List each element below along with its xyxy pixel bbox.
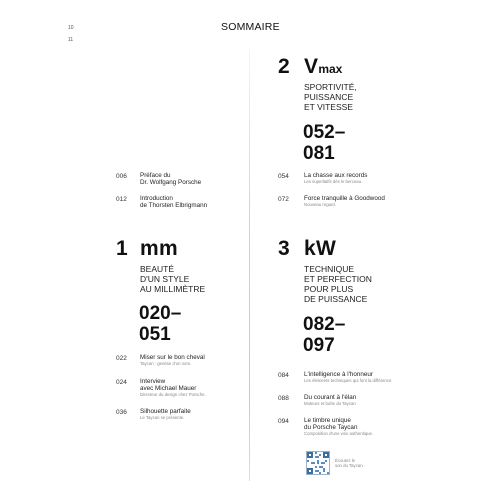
- chapter-2-heading: SPORTIVITÉ, PUISSANCE ET VITESSE: [304, 82, 357, 112]
- page-number-right: 11: [68, 37, 74, 43]
- toc-entry-preface[interactable]: Préface du Dr. Wolfgang Porsche: [140, 172, 202, 187]
- chapter-3-page-range: 082– 097: [303, 314, 346, 356]
- chapter-1-heading: BEAUTÉ D'UN STYLE AU MILLIMÈTRE: [140, 264, 206, 294]
- toc-num-088: 088: [278, 395, 289, 402]
- toc-entry-intelligence[interactable]: L'intelligence à l'honneur Les éléments techniques qui font la différence.: [304, 371, 393, 384]
- toc-num-006: 006: [116, 173, 127, 180]
- chapter-3-number: 3: [278, 237, 290, 260]
- toc-num-024: 024: [116, 379, 127, 386]
- center-divider: [249, 50, 250, 481]
- toc-num-022: 022: [116, 355, 127, 362]
- toc-entry-interview[interactable]: Interview avec Michael Mauer Directeur du design chez Porsche.: [140, 378, 206, 398]
- chapter-3-heading: TECHNIQUE ET PERFECTION POUR PLUS DE PUISSANCE: [304, 264, 372, 304]
- chapter-2-unit: Vmax: [304, 55, 343, 78]
- toc-entry-goodwood[interactable]: Force tranquille à Goodwood Nouveau regard.: [304, 195, 385, 208]
- toc-entry-miser[interactable]: Miser sur le bon cheval Taycan : genèse d'un nom.: [140, 354, 205, 367]
- chapter-1-number: 1: [116, 237, 128, 260]
- toc-num-072: 072: [278, 196, 289, 203]
- toc-entry-timbre[interactable]: Le timbre unique du Porsche Taycan Composition d'une voix authentique.: [304, 417, 374, 437]
- chapter-1-page-range: 020– 051: [139, 303, 182, 345]
- toc-entry-silhouette[interactable]: Silhouette parfaite Le Taycan se présente.: [140, 408, 191, 421]
- qr-code-icon[interactable]: [306, 451, 330, 475]
- chapter-2-number: 2: [278, 55, 290, 78]
- chapter-2-page-range: 052– 081: [303, 122, 346, 164]
- toc-num-084: 084: [278, 372, 289, 379]
- toc-entry-chasse[interactable]: La chasse aux records Les superlatifs dès le berceau.: [304, 172, 368, 185]
- chapter-3-unit: kW: [304, 237, 337, 260]
- toc-num-012: 012: [116, 196, 127, 203]
- qr-caption: Écoutez le son du Taycan: [335, 458, 363, 468]
- toc-num-094: 094: [278, 418, 289, 425]
- page-number-left: 10: [68, 25, 74, 31]
- toc-entry-introduction[interactable]: Introduction de Thorsten Elbrigmann: [140, 195, 208, 210]
- toc-num-036: 036: [116, 409, 127, 416]
- toc-entry-courant[interactable]: Du courant à l'élan Moteurs et boîte du Taycan: [304, 394, 357, 407]
- page-title: SOMMAIRE: [221, 21, 280, 33]
- toc-num-054: 054: [278, 173, 289, 180]
- chapter-1-unit: mm: [140, 237, 178, 260]
